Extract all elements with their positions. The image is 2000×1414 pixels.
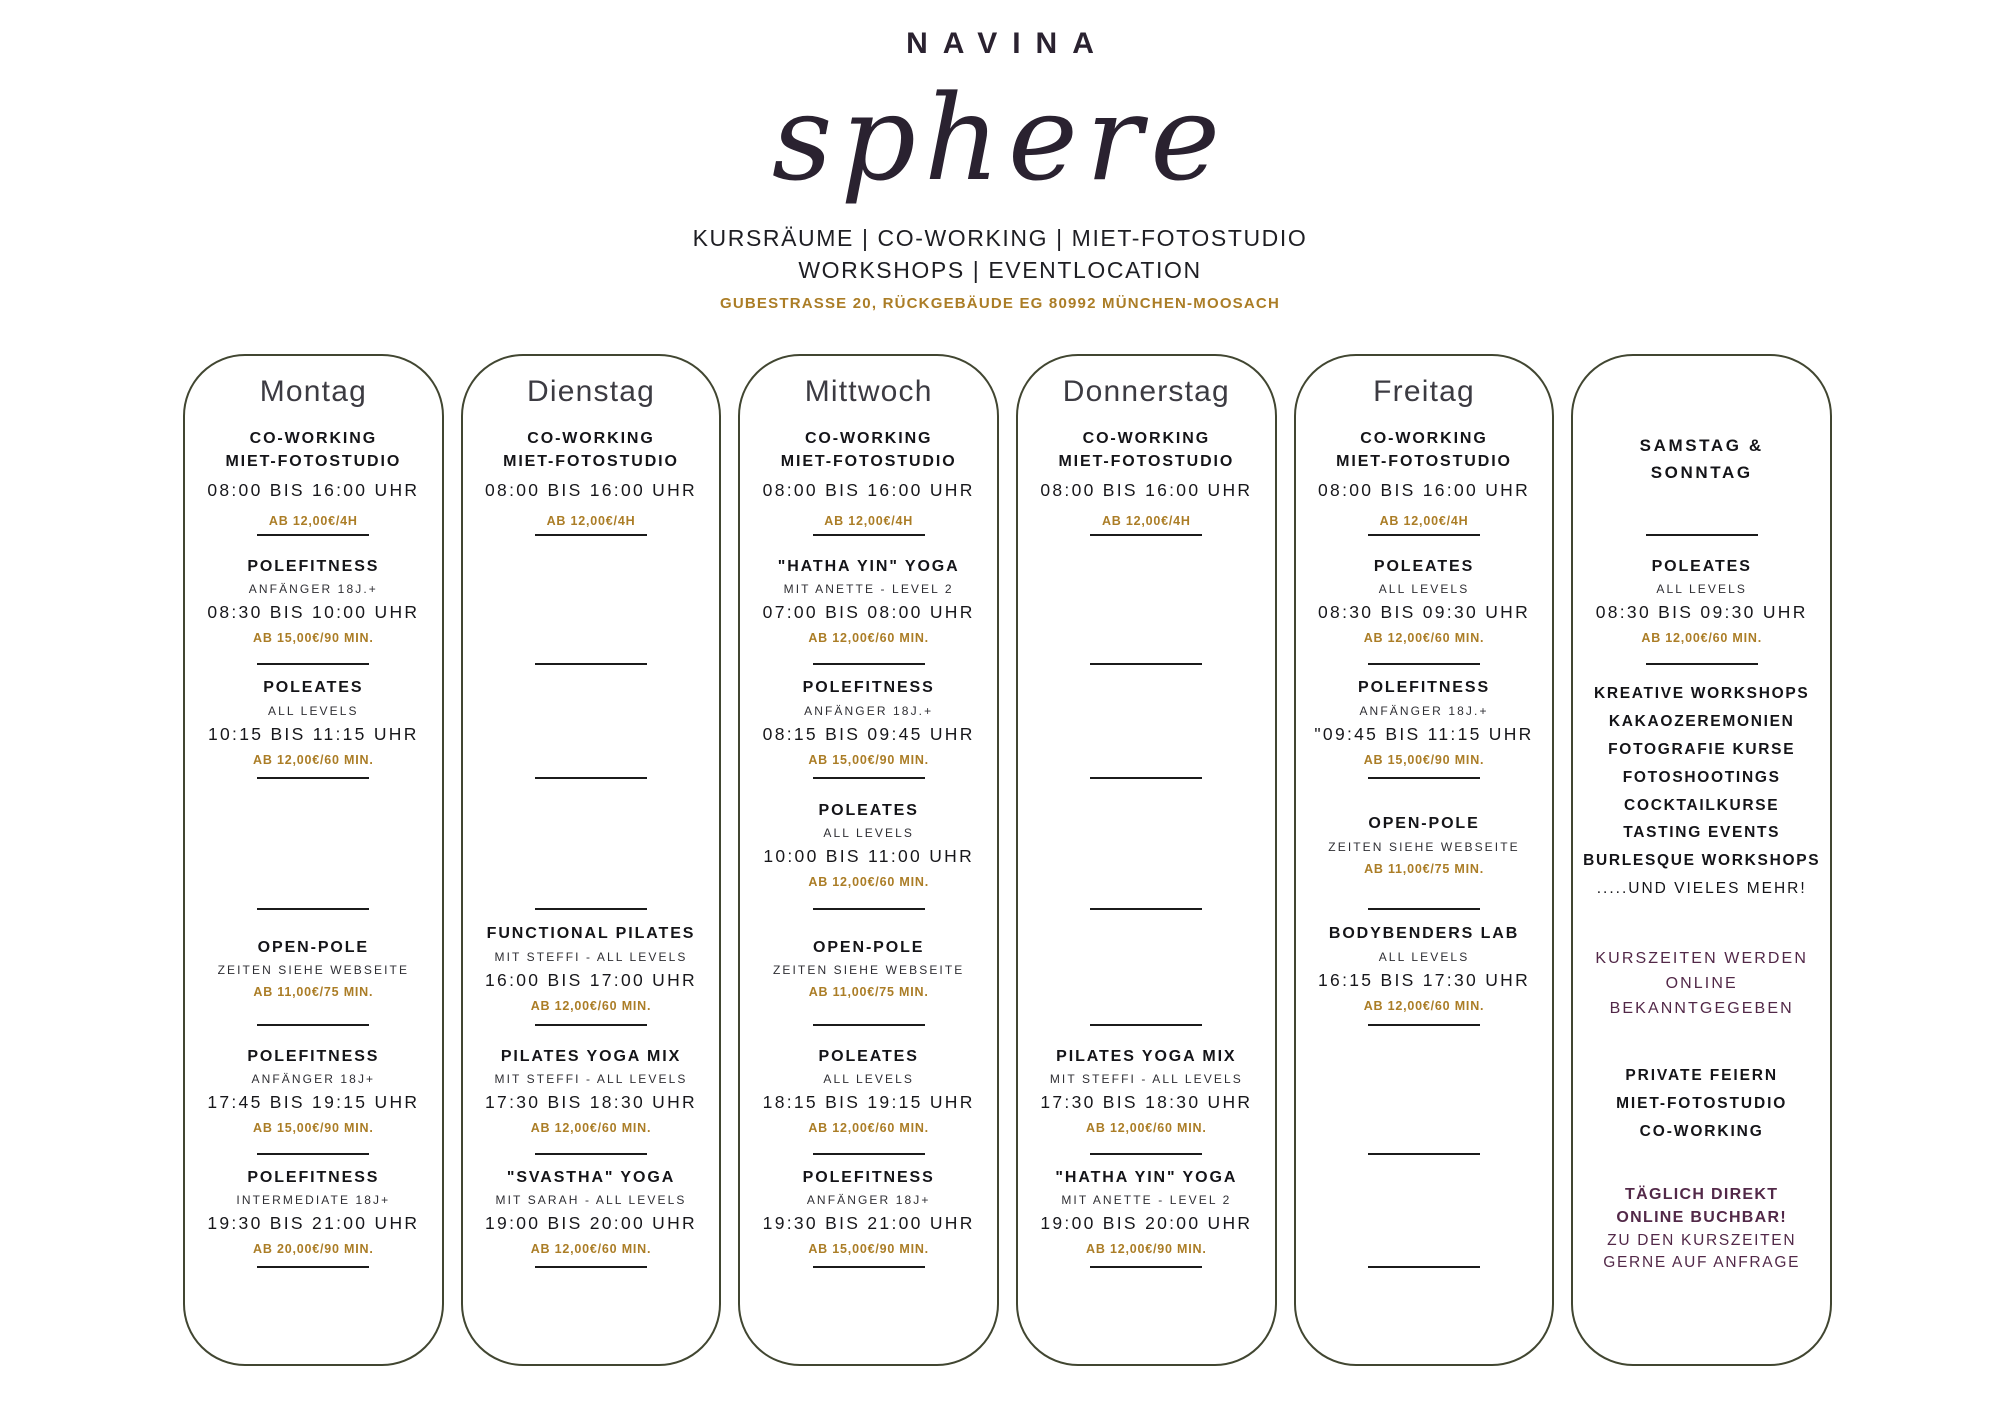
empty-slot bbox=[1302, 1155, 1547, 1268]
class-block bbox=[1318, 428, 1530, 527]
class-price: AB 12,00€/60 MIN. bbox=[808, 875, 929, 890]
slot-divider bbox=[1646, 663, 1758, 666]
class-slot bbox=[191, 420, 436, 536]
class-level: ANFÄNGER 18J.+ bbox=[248, 582, 378, 597]
class-block bbox=[763, 556, 975, 646]
booking-highlight-line: TÄGLICH DIREKT bbox=[1625, 1186, 1779, 1204]
class-price: AB 11,00€/75 MIN. bbox=[1364, 861, 1484, 876]
class-price: AB 12,00€/60 MIN. bbox=[530, 1121, 652, 1136]
class-slot bbox=[746, 779, 991, 910]
slot-divider bbox=[535, 1266, 647, 1269]
class-block bbox=[763, 1046, 975, 1136]
class-price: AB 12,00€/60 MIN. bbox=[808, 631, 929, 646]
class-price: AB 11,00€/75 MIN. bbox=[253, 985, 374, 1000]
class-slot bbox=[1579, 536, 1824, 665]
weekend-heading-line: SAMSTAG & bbox=[1639, 436, 1764, 455]
offering-item: KREATIVE WORKSHOPS bbox=[1593, 685, 1810, 702]
class-level: ZEITEN SIEHE WEBSEITE bbox=[772, 963, 965, 978]
day-column-montag bbox=[183, 354, 444, 1366]
class-level: ANFÄNGER 18J+ bbox=[251, 1072, 376, 1087]
class-time: "09:45 BIS 11:15 UHR bbox=[1314, 723, 1534, 744]
class-level: MIT ANETTE - LEVEL 2 bbox=[1061, 1193, 1232, 1208]
class-slot bbox=[746, 420, 991, 536]
class-block bbox=[218, 937, 409, 1000]
class-level: ALL LEVELS bbox=[268, 703, 359, 718]
class-level: MIT SARAH - ALL LEVELS bbox=[495, 1193, 687, 1208]
class-level: MIT STEFFI - ALL LEVELS bbox=[1049, 1072, 1243, 1087]
class-title: MIET-FOTOSTUDIO bbox=[1058, 453, 1235, 470]
class-time: 08:00 BIS 16:00 UHR bbox=[207, 479, 420, 500]
online-note-line: KURSZEITEN WERDEN bbox=[1595, 950, 1808, 968]
class-slot bbox=[746, 910, 991, 1026]
tagline-events: WORKSHOPS | EVENTLOCATION bbox=[798, 257, 1202, 283]
day-column-dienstag bbox=[461, 354, 722, 1366]
class-title: "SVASTHA" YOGA bbox=[506, 1168, 676, 1186]
class-price: AB 12,00€/60 MIN. bbox=[530, 1242, 652, 1257]
class-title: CO-WORKING bbox=[527, 430, 655, 448]
class-title: POLEFITNESS bbox=[247, 557, 380, 575]
class-slot bbox=[191, 1026, 436, 1155]
class-time: 19:00 BIS 20:00 UHR bbox=[1040, 1213, 1253, 1234]
class-block bbox=[1040, 1046, 1252, 1136]
day-column-donnerstag bbox=[1016, 354, 1277, 1366]
class-slot bbox=[191, 536, 436, 665]
class-level: INTERMEDIATE 18J+ bbox=[236, 1193, 391, 1208]
offering-item: FOTOGRAFIE KURSE bbox=[1608, 740, 1796, 758]
class-slot bbox=[469, 1155, 714, 1268]
class-slot bbox=[1024, 1026, 1269, 1155]
class-block bbox=[207, 428, 419, 527]
class-block bbox=[207, 1167, 419, 1257]
tagline-services: KURSRÄUME | CO-WORKING | MIET-FOTOSTUDIO bbox=[692, 225, 1308, 251]
empty-slot bbox=[191, 779, 436, 910]
class-price: AB 12,00€/90 MIN. bbox=[1086, 1242, 1207, 1257]
class-slot bbox=[1302, 665, 1547, 779]
class-slot bbox=[746, 665, 991, 779]
service-item: PRIVATE FEIERN bbox=[1625, 1066, 1778, 1084]
class-time: 18:15 BIS 19:15 UHR bbox=[762, 1092, 975, 1113]
service-item: CO-WORKING bbox=[1639, 1122, 1764, 1140]
class-slot bbox=[746, 1155, 991, 1268]
day-title: Mittwoch bbox=[804, 375, 933, 408]
empty-slot bbox=[1302, 1026, 1547, 1155]
class-level: MIT STEFFI - ALL LEVELS bbox=[494, 949, 688, 964]
class-block bbox=[763, 428, 975, 527]
class-price: AB 15,00€/90 MIN. bbox=[253, 631, 374, 646]
weekend-heading-line: SONNTAG bbox=[1650, 463, 1753, 483]
logo-script: sphere bbox=[771, 69, 1229, 207]
class-price: AB 12,00€/4H bbox=[824, 513, 914, 528]
class-time: 08:00 BIS 16:00 UHR bbox=[762, 479, 975, 500]
class-time: 17:45 BIS 19:15 UHR bbox=[207, 1092, 420, 1113]
slot-divider bbox=[257, 1266, 369, 1269]
class-level: ALL LEVELS bbox=[1378, 582, 1470, 597]
class-time: 10:00 BIS 11:00 UHR bbox=[763, 846, 975, 867]
class-time: 16:15 BIS 17:30 UHR bbox=[1318, 969, 1531, 990]
schedule-columns bbox=[183, 354, 1832, 1366]
class-slot bbox=[191, 1155, 436, 1268]
class-price: AB 15,00€/90 MIN. bbox=[253, 1121, 374, 1136]
class-block bbox=[1040, 428, 1252, 527]
class-slot bbox=[1302, 420, 1547, 536]
class-block bbox=[485, 428, 697, 527]
day-title: Dienstag bbox=[527, 375, 656, 408]
class-price: AB 12,00€/4H bbox=[546, 513, 636, 528]
class-slot bbox=[746, 1026, 991, 1155]
class-title: PILATES YOGA MIX bbox=[500, 1047, 682, 1065]
class-block bbox=[1040, 1167, 1252, 1257]
header bbox=[0, 0, 2000, 316]
class-title: POLEFITNESS bbox=[247, 1047, 380, 1065]
class-block bbox=[485, 1046, 697, 1136]
online-note bbox=[1579, 947, 1824, 1021]
class-title: CO-WORKING bbox=[1082, 430, 1211, 448]
day-title: Freitag bbox=[1373, 375, 1475, 408]
empty-slot bbox=[1024, 910, 1269, 1026]
class-block bbox=[1314, 677, 1533, 767]
class-block bbox=[763, 677, 975, 767]
class-price: AB 15,00€/90 MIN. bbox=[808, 752, 929, 767]
class-title: PILATES YOGA MIX bbox=[1056, 1047, 1237, 1065]
class-title: POLEATES bbox=[818, 1047, 919, 1065]
class-price: AB 11,00€/75 MIN. bbox=[808, 985, 929, 1000]
class-time: 08:15 BIS 09:45 UHR bbox=[762, 723, 975, 744]
class-level: MIT ANETTE - LEVEL 2 bbox=[783, 582, 954, 597]
class-slot bbox=[1302, 779, 1547, 910]
class-title: OPEN-POLE bbox=[257, 938, 369, 956]
class-price: AB 12,00€/60 MIN. bbox=[1086, 1121, 1207, 1136]
class-title: MIET-FOTOSTUDIO bbox=[225, 453, 402, 470]
class-price: AB 15,00€/90 MIN. bbox=[808, 1242, 929, 1257]
class-level: MIT STEFFI - ALL LEVELS bbox=[494, 1072, 688, 1087]
class-slot bbox=[469, 420, 714, 536]
empty-slot bbox=[1024, 779, 1269, 910]
class-block bbox=[485, 923, 697, 1013]
weekend-offerings bbox=[1579, 680, 1824, 903]
class-block bbox=[485, 1167, 697, 1257]
class-level: ANFÄNGER 18J+ bbox=[806, 1193, 931, 1208]
class-time: 19:00 BIS 20:00 UHR bbox=[485, 1213, 697, 1234]
class-level: ALL LEVELS bbox=[1378, 949, 1470, 964]
class-price: AB 12,00€/60 MIN. bbox=[530, 998, 652, 1013]
class-title: MIET-FOTOSTUDIO bbox=[1336, 453, 1512, 470]
class-title: POLEFITNESS bbox=[802, 1168, 935, 1186]
day-title: Donnerstag bbox=[1062, 375, 1230, 408]
class-time: 19:30 BIS 21:00 UHR bbox=[762, 1213, 975, 1234]
class-price: AB 12,00€/60 MIN. bbox=[1363, 631, 1485, 646]
class-block bbox=[207, 556, 419, 646]
online-note-line: BEKANNTGEGEBEN bbox=[1609, 999, 1794, 1017]
class-title: OPEN-POLE bbox=[1368, 815, 1480, 833]
class-block bbox=[207, 1046, 419, 1136]
offering-item: BURLESQUE WORKSHOPS bbox=[1583, 852, 1821, 870]
empty-slot bbox=[469, 779, 714, 910]
class-price: AB 12,00€/4H bbox=[1101, 513, 1191, 528]
class-slot bbox=[1024, 1155, 1269, 1268]
day-title bbox=[1579, 364, 1824, 420]
class-slot bbox=[469, 910, 714, 1026]
class-title: "HATHA YIN" YOGA bbox=[777, 557, 960, 575]
class-price: AB 12,00€/60 MIN. bbox=[1641, 631, 1762, 646]
class-level: ZEITEN SIEHE WEBSEITE bbox=[217, 963, 410, 978]
class-time: 08:30 BIS 09:30 UHR bbox=[1595, 602, 1808, 623]
service-item: MIET-FOTOSTUDIO bbox=[1616, 1094, 1788, 1112]
class-title: CO-WORKING bbox=[1360, 430, 1488, 448]
day-title: Montag bbox=[259, 375, 367, 408]
class-block bbox=[773, 937, 964, 1000]
offering-item: TASTING EVENTS bbox=[1623, 824, 1781, 842]
class-title: POLEFITNESS bbox=[1358, 679, 1491, 697]
class-title: POLEATES bbox=[263, 679, 364, 697]
class-price: AB 12,00€/60 MIN. bbox=[1363, 998, 1485, 1013]
empty-slot bbox=[469, 536, 714, 665]
class-block bbox=[763, 800, 974, 890]
class-title: OPEN-POLE bbox=[813, 938, 925, 956]
slot-divider bbox=[1368, 1266, 1480, 1269]
class-title: "HATHA YIN" YOGA bbox=[1055, 1168, 1238, 1186]
weekend-services bbox=[1579, 1062, 1824, 1147]
offering-item: KAKAOZEREMONIEN bbox=[1608, 712, 1795, 730]
class-slot bbox=[191, 665, 436, 779]
class-title: POLEATES bbox=[1373, 557, 1475, 575]
class-title: POLEATES bbox=[1651, 557, 1752, 575]
class-price: AB 12,00€/60 MIN. bbox=[253, 752, 374, 767]
class-price: AB 12,00€/4H bbox=[268, 513, 358, 528]
class-level: ALL LEVELS bbox=[823, 1072, 914, 1087]
class-slot bbox=[1024, 420, 1269, 536]
class-slot bbox=[1302, 536, 1547, 665]
class-block bbox=[763, 1167, 975, 1257]
offering-item: FOTOSHOOTINGS bbox=[1622, 768, 1781, 786]
empty-slot bbox=[1024, 536, 1269, 665]
booking-info bbox=[1579, 1184, 1824, 1274]
class-time: 08:00 BIS 16:00 UHR bbox=[485, 479, 697, 500]
class-level: ZEITEN SIEHE WEBSEITE bbox=[1328, 839, 1520, 854]
class-title: POLEFITNESS bbox=[247, 1168, 380, 1186]
class-time: 08:30 BIS 09:30 UHR bbox=[1318, 602, 1531, 623]
class-price: AB 20,00€/90 MIN. bbox=[253, 1242, 374, 1257]
address-line: GUBESTRASSE 20, RÜCKGEBÄUDE EG 80992 MÜNCHEN-MOOSACH bbox=[720, 295, 1280, 312]
weekend-heading bbox=[1579, 420, 1824, 536]
class-time: 10:15 BIS 11:15 UHR bbox=[207, 723, 419, 744]
class-title: POLEATES bbox=[818, 801, 919, 819]
class-time: 08:00 BIS 16:00 UHR bbox=[1318, 479, 1531, 500]
class-time: 08:30 BIS 10:00 UHR bbox=[207, 602, 420, 623]
class-level: ALL LEVELS bbox=[1656, 582, 1747, 597]
day-column-mittwoch bbox=[738, 354, 999, 1366]
class-block bbox=[1318, 923, 1530, 1013]
offering-item: .....UND VIELES MEHR! bbox=[1596, 880, 1807, 898]
class-title: BODYBENDERS LAB bbox=[1328, 925, 1520, 943]
offering-item: COCKTAILKURSE bbox=[1624, 796, 1780, 814]
booking-note-line: ZU DEN KURSZEITEN bbox=[1607, 1231, 1797, 1249]
booking-highlight-line: ONLINE BUCHBAR! bbox=[1616, 1208, 1787, 1226]
booking-note-line: GERNE AUF ANFRAGE bbox=[1603, 1254, 1801, 1272]
slot-divider bbox=[1090, 1266, 1202, 1269]
class-title: CO-WORKING bbox=[804, 430, 933, 448]
class-block bbox=[1328, 813, 1519, 876]
day-column-freitag bbox=[1294, 354, 1555, 1366]
class-time: 07:00 BIS 08:00 UHR bbox=[762, 602, 975, 623]
class-level: ALL LEVELS bbox=[823, 826, 914, 841]
class-slot bbox=[191, 910, 436, 1026]
class-block bbox=[208, 677, 419, 767]
class-time: 19:30 BIS 21:00 UHR bbox=[207, 1213, 420, 1234]
class-time: 17:30 BIS 18:30 UHR bbox=[1040, 1092, 1253, 1113]
class-title: FUNCTIONAL PILATES bbox=[486, 925, 696, 943]
class-time: 08:00 BIS 16:00 UHR bbox=[1040, 479, 1253, 500]
class-slot bbox=[1302, 910, 1547, 1026]
class-title: POLEFITNESS bbox=[802, 679, 935, 697]
class-title: CO-WORKING bbox=[249, 430, 378, 448]
class-title: MIET-FOTOSTUDIO bbox=[780, 453, 957, 470]
day-column-wochenende bbox=[1571, 354, 1832, 1366]
class-slot bbox=[746, 536, 991, 665]
class-price: AB 12,00€/4H bbox=[1379, 513, 1469, 528]
empty-slot bbox=[1024, 665, 1269, 779]
class-price: AB 12,00€/60 MIN. bbox=[808, 1121, 929, 1136]
class-time: 17:30 BIS 18:30 UHR bbox=[485, 1092, 697, 1113]
class-title: MIET-FOTOSTUDIO bbox=[503, 453, 679, 470]
slot-divider bbox=[813, 1266, 925, 1269]
class-price: AB 15,00€/90 MIN. bbox=[1363, 752, 1485, 767]
class-block bbox=[1318, 556, 1530, 646]
online-note-line: ONLINE bbox=[1665, 974, 1738, 992]
class-time: 16:00 BIS 17:00 UHR bbox=[485, 969, 697, 990]
class-block bbox=[1596, 556, 1808, 646]
empty-slot bbox=[469, 665, 714, 779]
class-level: ANFÄNGER 18J.+ bbox=[1359, 703, 1489, 718]
class-slot bbox=[469, 1026, 714, 1155]
class-level: ANFÄNGER 18J.+ bbox=[804, 703, 934, 718]
brand-name: NAVINA bbox=[906, 27, 1109, 60]
